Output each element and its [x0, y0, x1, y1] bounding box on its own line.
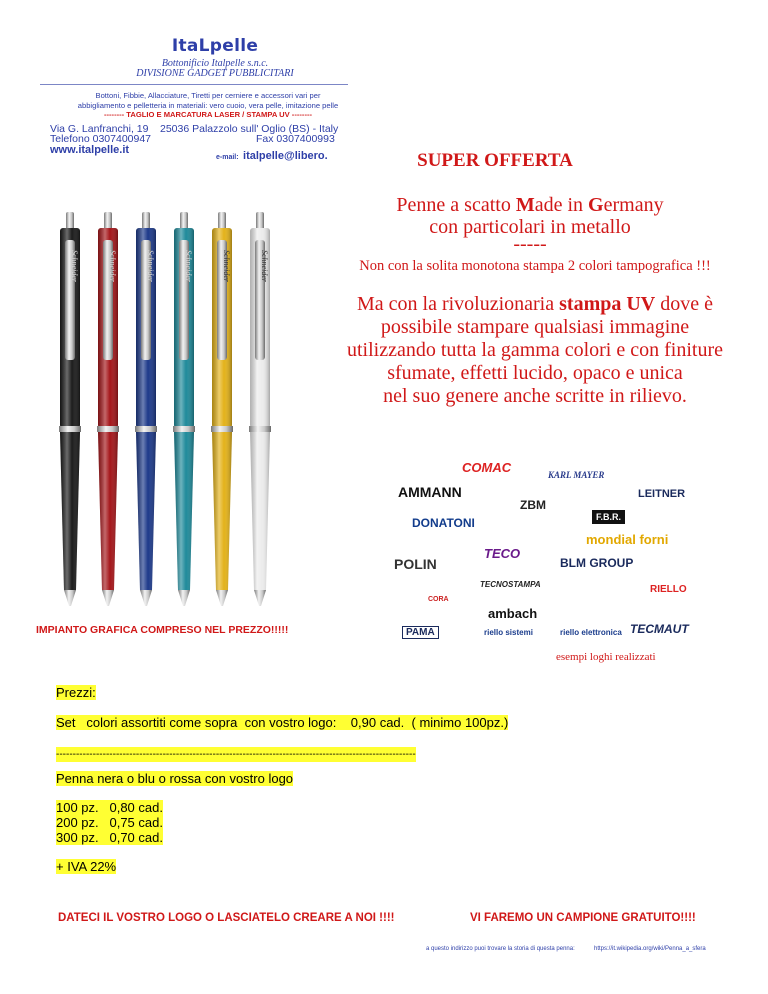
pen-5: [249, 212, 271, 606]
pen-brand-label: Schneider: [260, 250, 269, 282]
company-description: [48, 91, 368, 111]
logo-blm-group: BLM GROUP: [560, 556, 634, 570]
logos-panel: [380, 450, 700, 650]
uv-text: Ma con la rivoluzionaria: [356, 293, 560, 315]
logo-pama: PAMA: [402, 626, 439, 639]
description-line: abbigliamento e pelletteria in materiali: vero cuoio, vera pelle, imitazione pelle: [77, 101, 339, 110]
price-tier: 300 pz. 0,70 cad.: [56, 830, 163, 845]
division-name: DIVISIONE GADGET PUBBLICITARI: [136, 68, 294, 79]
pen-0: [59, 212, 81, 606]
phone: Telefono 0307400947: [50, 133, 152, 145]
cta-left: DATECI IL VOSTRO LOGO O LASCIATELO CREARE A NOI !!!!: [58, 912, 395, 924]
offer-text: Penne a scatto: [396, 194, 516, 216]
uv-paragraph: [320, 293, 750, 408]
pen-brand-label: Schneider: [184, 250, 193, 282]
logo-mondial-forni: mondial forni: [586, 532, 669, 547]
brand-logo: ItaLpelle: [171, 36, 259, 56]
footnote-text: a questo indirizzo puoi trovare la storia di questa penna:: [426, 946, 575, 952]
logo-karl-mayer: KARL MAYER: [548, 470, 605, 480]
fax: Fax 0307400993: [256, 133, 335, 145]
logos-caption: esempi loghi realizzati: [556, 651, 656, 663]
cta-right: VI FAREMO UN CAMPIONE GRATUITO!!!!: [470, 912, 696, 924]
pen-brand-label: Schneider: [70, 250, 79, 282]
uv-bold: stampa UV: [559, 293, 656, 315]
offer-notice: Non con la solita monotona stampa 2 colori tampografica !!!: [359, 258, 711, 274]
offer-dashes: -----: [513, 233, 547, 255]
logo-cora: CORA: [428, 596, 449, 603]
offer-bold: M: [515, 194, 535, 216]
logo-riello: RIELLO: [650, 584, 687, 595]
logo-teco: TECO: [484, 546, 521, 561]
website-link[interactable]: www.italpelle.it: [50, 144, 130, 156]
impianto-notice: IMPIANTO GRAFICA COMPRESO NEL PREZZO!!!!!: [36, 624, 289, 636]
description-line: Bottoni, Fibbie, Allacciature, Tiretti per cerniere e accessori vari per: [95, 91, 321, 100]
pen-brand-label: Schneider: [222, 250, 231, 282]
address: Via G. Lanfranchi, 19: [50, 123, 149, 135]
logo-riello-sistemi: riello sistemi: [484, 628, 533, 637]
prices-title: Prezzi:: [56, 685, 96, 700]
price-tier: 200 pz. 0,75 cad.: [56, 815, 163, 830]
logo-ammann: AMMANN: [398, 484, 462, 500]
price-tiers: [56, 800, 163, 845]
pen-1: [97, 212, 119, 606]
header-divider: [40, 84, 348, 85]
pen-2: [135, 212, 157, 606]
uv-line: sfumate, effetti lucido, opaco e unica: [387, 362, 683, 384]
offer-text: ermany: [603, 194, 664, 216]
logo-polin: POLIN: [394, 556, 437, 572]
price-tier: 100 pz. 0,80 cad.: [56, 800, 163, 815]
logo-ambach: ambach: [488, 606, 538, 621]
logo-zbm: ZBM: [520, 498, 546, 512]
set-price-line: Set colori assortiti come sopra con vostro logo: 0,90 cad. ( minimo 100pz.): [56, 715, 509, 730]
vat-note: + IVA 22%: [56, 859, 117, 874]
single-pen-title: Penna nera o blu o rossa con vostro logo: [56, 771, 294, 786]
pen-brand-label: Schneider: [108, 250, 117, 282]
offer-line2: con particolari in metallo: [429, 216, 631, 238]
offer-text: ade in: [534, 194, 589, 216]
pen-4: [211, 212, 233, 606]
pens-illustration: [40, 200, 300, 620]
offer-line1: [330, 194, 730, 216]
logo-tecmaut: TECMAUT: [630, 622, 689, 636]
uv-line: [320, 293, 750, 316]
logo-fbr: F.B.R.: [592, 510, 625, 524]
logo-donatoni: DONATONI: [412, 516, 475, 530]
footnote-link[interactable]: https://it.wikipedia.org/wiki/Penna_a_sfera: [594, 946, 706, 952]
pen-brand-label: Schneider: [146, 250, 155, 282]
logo-riello-elettronica: riello elettronica: [560, 628, 622, 637]
city: 25036 Palazzolo sull' Oglio (BS) - Italy: [160, 123, 339, 135]
offer-title: SUPER OFFERTA: [417, 150, 573, 171]
logo-leitner: LEITNER: [638, 488, 686, 500]
offer-bold: G: [588, 194, 604, 216]
logo-comac: COMAC: [462, 460, 512, 475]
uv-text: dove è: [655, 293, 714, 315]
prices-section: [56, 684, 96, 702]
prices-separator: ------------------------------------------------------------------------------------------------------------: [56, 749, 416, 760]
logo-tecnostampa: TECNOSTAMPA: [480, 580, 541, 589]
email-label: e-mail:: [216, 154, 239, 161]
email-block: [216, 146, 328, 164]
uv-line: utilizzando tutta la gamma colori e con finiture: [347, 339, 723, 361]
pen-3: [173, 212, 195, 606]
laser-notice: -------- TAGLIO E MARCATURA LASER / STAMPA UV --------: [103, 110, 313, 119]
email-link[interactable]: italpelle@libero.: [243, 150, 328, 162]
uv-line: possibile stampare qualsiasi immagine: [380, 316, 690, 338]
uv-line: nel suo genere anche scritte in rilievo.: [383, 385, 687, 407]
company-name: Bottonificio Italpelle s.n.c.: [161, 58, 269, 69]
